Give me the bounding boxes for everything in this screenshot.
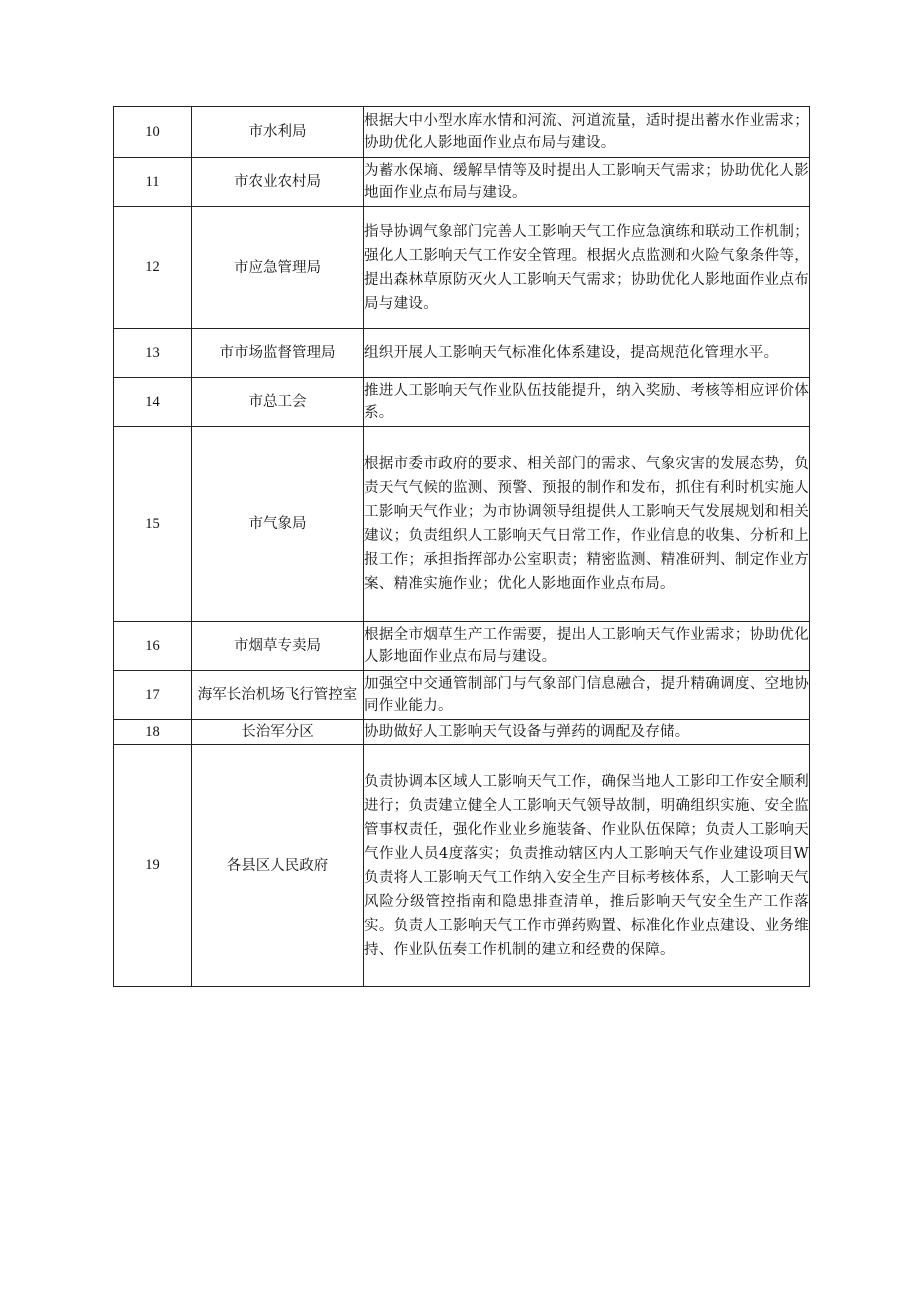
department-name: 长治军分区	[192, 720, 364, 745]
department-name: 市气象局	[192, 427, 364, 622]
row-number: 12	[114, 207, 192, 329]
duty-description: 推进人工影响天气作业队伍技能提升，纳入奖励、考核等相应评价体系。	[364, 378, 810, 427]
duty-description: 负责协调本区域人工影响天气工作，确保当地人工影印工作安全顺利进行；负责建立健全人工影响天气领导故制，明确组织实施、安全监管事权责任，强化作业业乡施装备、作业队伍保障；负责人工影响天气作业人员4度落实；负责推动辖区内人工影响天气作业建设项目W负责将人工影响天气工作纳入安全生产目标考核体系，人工影响天气风险分级管控指南和隐患排查清单，推后影响天气安全生产工作落实。负责人工影响天气工作市弹药购置、标准化作业点建设、业务维持、作业队伍奏工作机制的建立和经费的保障。	[364, 745, 810, 987]
department-name: 各县区人民政府	[192, 745, 364, 987]
department-name: 市市场监督管理局	[192, 329, 364, 378]
duty-description: 协助做好人工影响天气设备与弹药的调配及存储。	[364, 720, 810, 745]
table-row	[114, 107, 810, 158]
department-name: 市应急管理局	[192, 207, 364, 329]
duty-description: 为蓄水保墒、缓解旱情等及时提出人工影响天气需求；协助优化人影地面作业点布局与建设。	[364, 158, 810, 207]
department-name: 市水利局	[192, 107, 364, 158]
duty-description: 组织开展人工影响天气标准化体系建设，提高规范化管理水平。	[364, 329, 810, 378]
table-row	[114, 720, 810, 745]
table-row	[114, 158, 810, 207]
table-row	[114, 671, 810, 720]
row-number: 15	[114, 427, 192, 622]
department-name: 市农业农村局	[192, 158, 364, 207]
row-number: 16	[114, 622, 192, 671]
table-row	[114, 745, 810, 987]
department-name: 市烟草专卖局	[192, 622, 364, 671]
duty-description: 根据全市烟草生产工作需要，提出人工影响天气作业需求；协助优化人影地面作业点布局与建设。	[364, 622, 810, 671]
duty-table	[113, 106, 810, 987]
row-number: 17	[114, 671, 192, 720]
department-name: 市总工会	[192, 378, 364, 427]
table-row	[114, 378, 810, 427]
table-row	[114, 427, 810, 622]
table-row	[114, 622, 810, 671]
row-number: 19	[114, 745, 192, 987]
row-number: 18	[114, 720, 192, 745]
duty-description: 指导协调气象部门完善人工影响天气工作应急演练和联动工作机制；强化人工影响天气工作安全管理。根据火点监测和火险气象条件等，提出森林草原防灭火人工影响天气需求；协助优化人影地面作业点布局与建设。	[364, 207, 810, 329]
row-number: 10	[114, 107, 192, 158]
duty-description: 根据市委市政府的要求、相关部门的需求、气象灾害的发展态势，负责天气气候的监测、预警、预报的制作和发布，抓住有利时机实施人工影响天气作业；为市协调领导组提供人工影响天气发展规划和相关建议；负责组织人工影响天气日常工作，作业信息的收集、分析和上报工作；承担指挥部办公室职责；精密监测、精准研判、制定作业方案、精准实施作业；优化人影地面作业点布局。	[364, 427, 810, 622]
row-number: 14	[114, 378, 192, 427]
table-row	[114, 329, 810, 378]
row-number: 13	[114, 329, 192, 378]
table-row	[114, 207, 810, 329]
row-number: 11	[114, 158, 192, 207]
duty-description: 根据大中小型水库水情和河流、河道流量，适时提出蓄水作业需求；协助优化人影地面作业点布局与建设。	[364, 107, 810, 158]
duty-description: 加强空中交通管制部门与气象部门信息融合，提升精确调度、空地协同作业能力。	[364, 671, 810, 720]
department-name: 海军长治机场飞行管控室	[192, 671, 364, 720]
